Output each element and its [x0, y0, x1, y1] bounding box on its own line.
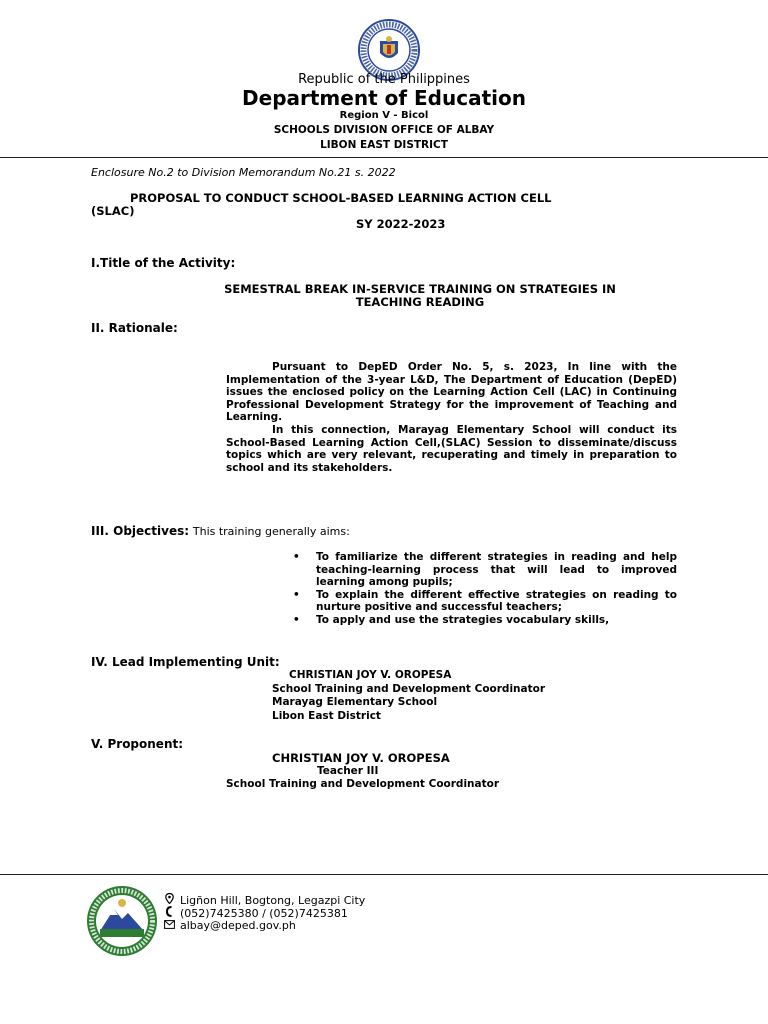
- title-section-heading: I.Title of the Activity:: [91, 256, 236, 270]
- objectives-intro: This training generally aims:: [192, 525, 350, 538]
- school-year: SY 2022-2023: [356, 217, 446, 231]
- rationale-paragraph-2: In this connection, Marayag Elementary School will conduct its School-Based Learning Action Cell,(SLAC) Session to disseminate/discuss topics which are very relevant, recuperating and timely in preparation to school and its stakeholders.: [226, 423, 677, 474]
- lead-unit-name: CHRISTIAN JOY V. OROPESA: [289, 669, 452, 681]
- footer-phone: (052)7425380 / (052)7425381: [180, 907, 348, 920]
- proposal-title-line2: (SLAC): [91, 204, 135, 218]
- proposal-title-line1: PROPOSAL TO CONDUCT SCHOOL-BASED LEARNING ACTION CELL: [130, 191, 552, 205]
- bullet-icon: •: [293, 551, 300, 563]
- region-line: Region V - Bicol: [339, 110, 429, 121]
- lead-unit-position: School Training and Development Coordinator: [272, 683, 546, 695]
- objective-text: To apply and use the strategies vocabulary skills,: [316, 613, 610, 626]
- activity-title-line2: TEACHING READING: [355, 295, 485, 309]
- enclosure-note: Enclosure No.2 to Division Memorandum No.21 s. 2022: [91, 166, 396, 179]
- footer-address: Ligñon Hill, Bogtong, Legazpi City: [180, 894, 366, 907]
- footer-email[interactable]: albay@deped.gov.ph: [180, 919, 296, 932]
- phone-icon: [162, 906, 176, 920]
- proponent-name: CHRISTIAN JOY V. OROPESA: [272, 751, 450, 765]
- lead-unit-district: Libon East District: [272, 710, 381, 722]
- objective-item: [291, 589, 677, 614]
- location-pin-icon: [162, 893, 176, 907]
- division-seal-logo: [86, 885, 158, 957]
- objectives-list: [291, 551, 677, 627]
- objectives-list-wrap: [291, 551, 677, 627]
- division-line: SCHOOLS DIVISION OFFICE OF ALBAY: [273, 124, 495, 136]
- objective-item: [291, 614, 677, 627]
- proponent-rank: Teacher III: [317, 765, 379, 777]
- header-divider: [0, 157, 768, 158]
- rationale-paragraph-1: Pursuant to DepED Order No. 5, s. 2023, In line with the Implementation of the 3-year L&D, The Department of Education (DepED) issues the enclosed policy on the Learning Action Cell (LAC) in Continuing Professional Development Strategy for the improvement of Teaching and Learning.: [226, 361, 677, 424]
- rationale-body: [226, 361, 677, 474]
- footer-phone-row: [162, 906, 348, 920]
- objectives-header: [91, 524, 350, 538]
- district-line: LIBON EAST DISTRICT: [320, 139, 448, 151]
- objective-text: To familiarize the different strategies in reading and help teaching-learning process that will lead to improved learning among pupils;: [316, 551, 677, 589]
- email-icon: [162, 919, 176, 932]
- proponent-position: School Training and Development Coordinator: [226, 778, 500, 790]
- footer-divider: [0, 874, 768, 875]
- activity-title-line1: SEMESTRAL BREAK IN-SERVICE TRAINING ON STRATEGIES IN: [224, 282, 616, 296]
- lead-unit-school: Marayag Elementary School: [272, 696, 438, 708]
- objective-item: [291, 551, 677, 589]
- department-title: Department of Education: [242, 86, 526, 110]
- bullet-icon: •: [293, 613, 300, 626]
- objectives-heading: III. Objectives:: [91, 524, 190, 538]
- bullet-icon: •: [293, 588, 300, 601]
- footer-address-row: [162, 893, 365, 907]
- republic-line: Republic of the Philippines: [298, 72, 470, 87]
- footer-email-row: [162, 919, 296, 932]
- rationale-heading: II. Rationale:: [91, 321, 178, 335]
- proponent-heading: V. Proponent:: [91, 737, 184, 751]
- objective-text: To explain the different effective strategies on reading to nurture positive and successful teachers;: [316, 588, 677, 614]
- lead-unit-heading: IV. Lead Implementing Unit:: [91, 655, 280, 669]
